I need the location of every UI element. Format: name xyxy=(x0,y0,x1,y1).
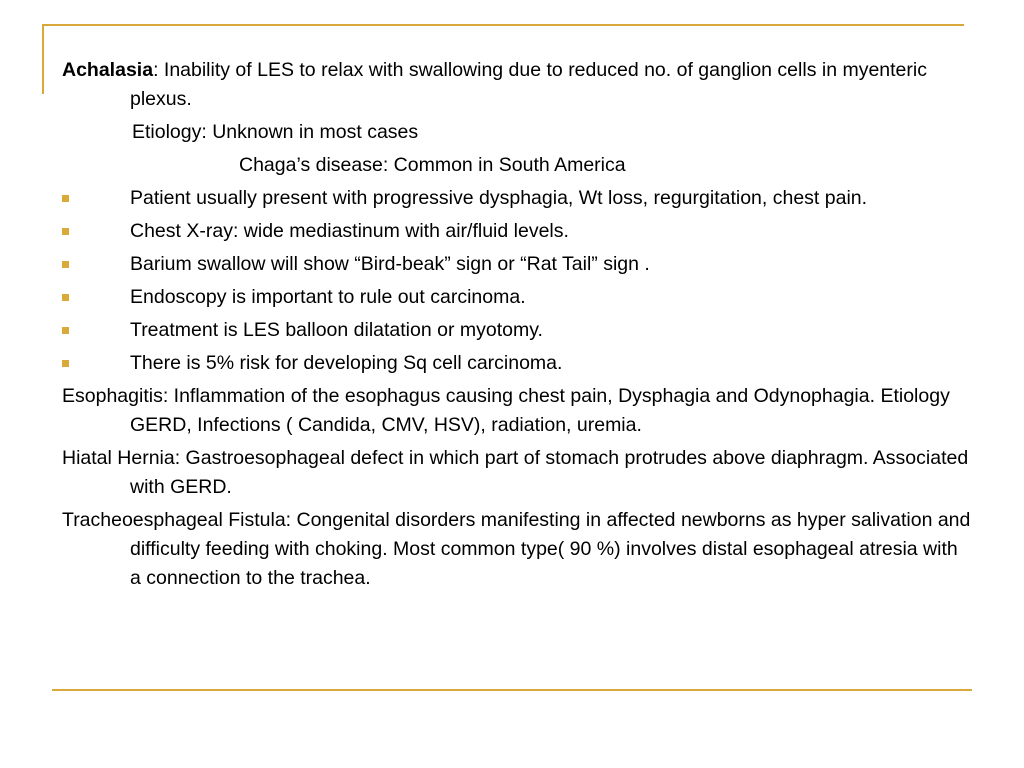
esophagitis-paragraph: Esophagitis: Inflammation of the esophagus causing chest pain, Dysphagia and Odynophagia. Etiology GERD, Infections ( Candida, CMV, HSV), radiation, uremia. xyxy=(62,385,950,436)
square-bullet-icon xyxy=(62,294,69,301)
hiatal-hernia-paragraph: Hiatal Hernia: Gastroesophageal defect in which part of stomach protrudes above diaphragm. Associated with GERD. xyxy=(62,447,969,498)
bullet-text: Chest X-ray: wide mediastinum with air/fluid levels. xyxy=(130,220,569,242)
bullet-item-endoscopy xyxy=(62,283,972,312)
bullet-text: There is 5% risk for developing Sq cell carcinoma. xyxy=(130,352,563,374)
bottom-accent-rule xyxy=(52,689,972,691)
square-bullet-icon xyxy=(62,360,69,367)
bullet-item-barium-swallow xyxy=(62,250,972,279)
square-bullet-icon xyxy=(62,228,69,235)
achalasia-term: Achalasia xyxy=(62,59,154,81)
bullet-item-chest-xray xyxy=(62,217,972,246)
bullet-text: Patient usually present with progressive dysphagia, Wt loss, regurgitation, chest pain. xyxy=(130,187,868,209)
achalasia-paragraph xyxy=(62,56,972,114)
square-bullet-icon xyxy=(62,261,69,268)
tracheoesophageal-fistula-paragraph: Tracheoesphageal Fistula: Congenital disorders manifesting in affected newborns as hyper salivation and difficulty feeding with choking. Most common type( 90 %) involves distal esophageal atresia with a connection to the trachea. xyxy=(62,509,971,589)
square-bullet-icon xyxy=(62,195,69,202)
etiology-chagas-line: Chaga’s disease: Common in South America xyxy=(239,154,626,176)
bullet-item-treatment xyxy=(62,316,972,345)
square-bullet-icon xyxy=(62,327,69,334)
bullet-item-presentation xyxy=(62,184,972,213)
etiology-line: Etiology: Unknown in most cases xyxy=(132,121,419,143)
slide-content xyxy=(62,56,972,597)
bullet-text: Barium swallow will show “Bird-beak” sign or “Rat Tail” sign . xyxy=(130,253,650,275)
bullet-item-carcinoma-risk xyxy=(62,349,972,378)
bullet-text: Endoscopy is important to rule out carcinoma. xyxy=(130,286,526,308)
left-accent-rule xyxy=(42,24,44,94)
bullet-text: Treatment is LES balloon dilatation or myotomy. xyxy=(130,319,543,341)
top-accent-rule xyxy=(42,24,964,26)
achalasia-definition: : Inability of LES to relax with swallowing due to reduced no. of ganglion cells in myenteric plexus. xyxy=(130,59,927,110)
